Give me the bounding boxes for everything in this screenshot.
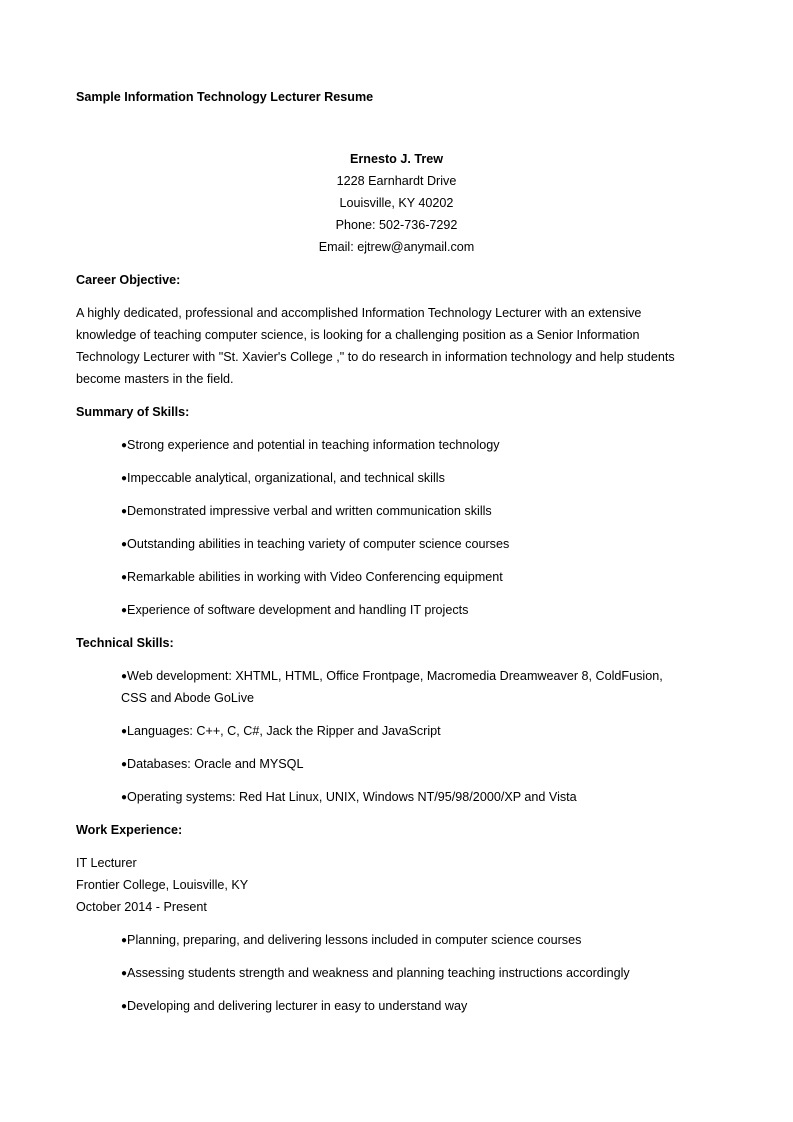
list-item-text: Planning, preparing, and delivering lessons included in computer science courses xyxy=(127,933,582,947)
list-item xyxy=(121,962,630,985)
technical-skills-heading: Technical Skills: xyxy=(76,636,174,650)
bullet-icon: ● xyxy=(121,759,128,770)
list-item xyxy=(121,566,503,589)
list-item xyxy=(121,929,581,952)
list-item-text: Languages: C++, C, C#, Jack the Ripper and JavaScript xyxy=(127,724,441,738)
bullet-icon: ● xyxy=(121,572,128,583)
job-employer: Frontier College, Louisville, KY xyxy=(76,878,249,892)
list-item xyxy=(121,599,468,622)
list-item-text: Demonstrated impressive verbal and written communication skills xyxy=(127,504,492,518)
career-objective-heading: Career Objective: xyxy=(76,273,181,287)
paragraph-line: Technology Lecturer with "St. Xavier's College ," to do research in information technology and help students xyxy=(76,350,675,364)
list-item-text: Databases: Oracle and MYSQL xyxy=(127,757,304,771)
list-item-text: Strong experience and potential in teaching information technology xyxy=(127,438,500,452)
bullet-icon: ● xyxy=(121,605,128,616)
bullet-icon: ● xyxy=(121,792,128,803)
paragraph-line: knowledge of teaching computer science, is looking for a challenging position as a Senior Information xyxy=(76,328,640,342)
bullet-icon: ● xyxy=(121,671,128,682)
list-item-continuation xyxy=(121,687,254,709)
list-item-text: Web development: XHTML, HTML, Office Frontpage, Macromedia Dreamweaver 8, ColdFusion, xyxy=(127,669,663,683)
bullet-icon: ● xyxy=(121,473,128,484)
bullet-icon: ● xyxy=(121,440,128,451)
contact-name: Ernesto J. Trew xyxy=(349,152,444,166)
summary-of-skills-heading: Summary of Skills: xyxy=(76,405,190,419)
bullet-icon: ● xyxy=(121,935,128,946)
list-item xyxy=(121,665,663,688)
list-item-text: Remarkable abilities in working with Video Conferencing equipment xyxy=(127,570,503,584)
career-objective-paragraph xyxy=(76,302,706,390)
document-title: Sample Information Technology Lecturer Resume xyxy=(76,90,374,104)
list-item xyxy=(121,434,500,457)
job-position: IT Lecturer xyxy=(76,856,137,870)
bullet-icon: ● xyxy=(121,726,128,737)
bullet-icon: ● xyxy=(121,1001,128,1012)
list-item-text: Assessing students strength and weakness and planning teaching instructions accordingly xyxy=(127,966,630,980)
list-item xyxy=(121,500,492,523)
list-item xyxy=(121,467,445,490)
list-item-text: CSS and Abode GoLive xyxy=(121,691,255,705)
list-item-text: Experience of software development and handling IT projects xyxy=(127,603,469,617)
list-item xyxy=(121,533,509,556)
paragraph-line: A highly dedicated, professional and accomplished Information Technology Lecturer with an extensive xyxy=(76,306,642,320)
list-item xyxy=(121,720,441,743)
list-item xyxy=(121,753,303,776)
list-item-text: Impeccable analytical, organizational, and technical skills xyxy=(127,471,445,485)
list-item xyxy=(121,995,467,1018)
list-item-text: Outstanding abilities in teaching variety of computer science courses xyxy=(127,537,510,551)
contact-email: Email: ejtrew@anymail.com xyxy=(318,240,475,254)
bullet-icon: ● xyxy=(121,506,128,517)
work-experience-heading: Work Experience: xyxy=(76,823,183,837)
contact-city: Louisville, KY 40202 xyxy=(339,196,454,210)
bullet-icon: ● xyxy=(121,539,128,550)
list-item-text: Developing and delivering lecturer in easy to understand way xyxy=(127,999,468,1013)
bullet-icon: ● xyxy=(121,968,128,979)
list-item-text: Operating systems: Red Hat Linux, UNIX, Windows NT/95/98/2000/XP and Vista xyxy=(127,790,577,804)
list-item xyxy=(121,786,577,809)
paragraph-line: become masters in the field. xyxy=(76,372,234,386)
contact-phone: Phone: 502-736-7292 xyxy=(335,218,458,232)
contact-address: 1228 Earnhardt Drive xyxy=(336,174,457,188)
job-dates: October 2014 - Present xyxy=(76,900,207,914)
